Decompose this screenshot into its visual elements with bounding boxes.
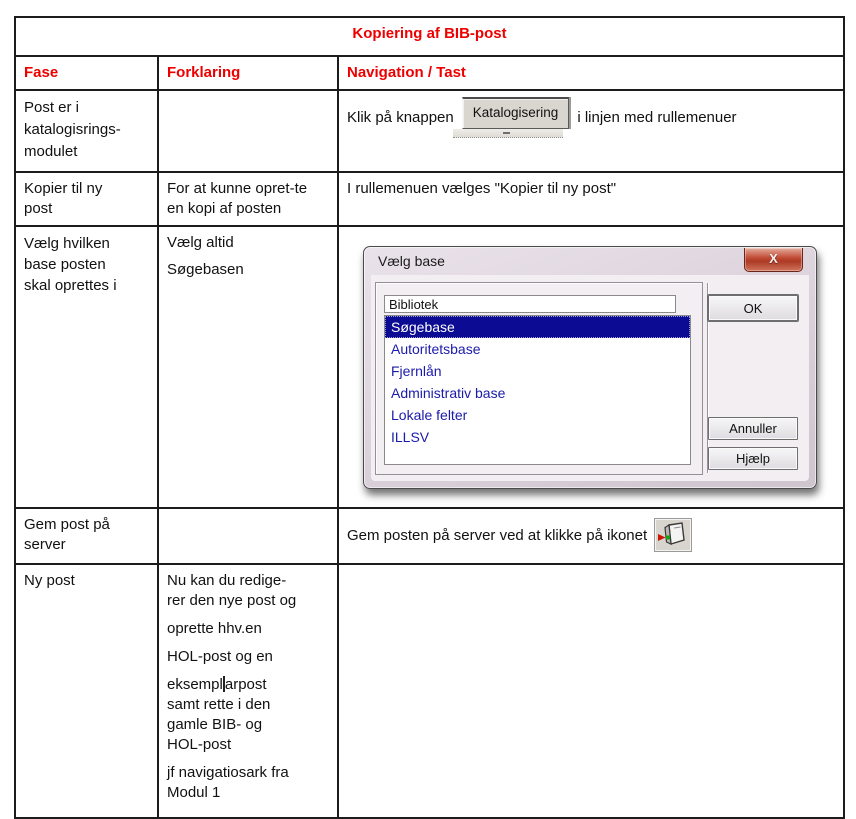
forklaring-paragraph: Nu kan du redige-rer den nye post og xyxy=(167,572,297,609)
katalogisering-button[interactable]: Katalogisering xyxy=(462,97,570,129)
dialog-body xyxy=(371,275,809,481)
nav-text-pre: Klik på knappen xyxy=(347,108,454,126)
list-item[interactable]: Fjernlån xyxy=(391,363,442,379)
title-row xyxy=(15,17,844,56)
col-header-fase: Fase xyxy=(15,56,158,90)
forklaring-paragraph: HOL-post og en xyxy=(167,648,273,665)
nav-text: Gem posten på server ved at klikke på ikonet xyxy=(347,526,648,544)
table-row xyxy=(15,564,844,818)
base-list-panel xyxy=(375,282,703,475)
save-to-server-icon[interactable] xyxy=(654,518,692,552)
forklaring-cell xyxy=(158,564,338,818)
forklaring-cell xyxy=(158,226,338,508)
fase-cell xyxy=(15,90,158,172)
forklaring-paragraph xyxy=(167,675,297,755)
instruction-table xyxy=(14,16,845,819)
col-header-navigation: Navigation / Tast xyxy=(338,56,844,90)
nav-text-post: i linjen med rullemenuer xyxy=(577,108,737,126)
list-item[interactable]: Administrativ base xyxy=(391,385,506,401)
navigation-cell xyxy=(338,508,844,564)
screenshot-fragment xyxy=(453,129,564,138)
navigation-cell xyxy=(338,564,844,818)
list-item[interactable]: Autoritetsbase xyxy=(391,341,481,357)
navigation-cell xyxy=(338,172,844,226)
fase-text: Ny post xyxy=(24,572,75,589)
page-title: Kopiering af BIB-post xyxy=(15,17,844,56)
col-header-forklaring: Forklaring xyxy=(158,56,338,90)
table-row xyxy=(15,226,844,508)
vaelg-base-dialog xyxy=(363,246,817,489)
paragraph-text: eksempl xyxy=(167,676,223,693)
table-row xyxy=(15,90,844,172)
table-row xyxy=(15,508,844,564)
forklaring-paragraph: jf navigatiosark fra Modul 1 xyxy=(167,764,289,801)
fase-text: Vælg hvilken base posten skal oprettes i xyxy=(24,235,117,294)
nav-text: I rullemenuen vælges "Kopier til ny post" xyxy=(347,180,617,197)
paragraph-text: arpost samt rette i den gamle BIB- og HOL-post xyxy=(167,676,271,753)
navigation-cell xyxy=(338,90,844,172)
list-item[interactable]: ILLSV xyxy=(391,429,430,445)
cancel-button[interactable]: Annuller xyxy=(708,417,798,440)
fase-text: Post er i katalogisrings-modulet xyxy=(24,99,121,160)
table-row xyxy=(15,172,844,226)
forklaring-line: Vælg altid xyxy=(167,234,234,251)
forklaring-text: For at kunne opret-te en kopi af posten xyxy=(167,180,308,217)
fase-cell xyxy=(15,564,158,818)
fase-text: Kopier til ny post xyxy=(24,180,103,217)
fase-text: Gem post på server xyxy=(24,516,110,553)
forklaring-cell xyxy=(158,90,338,172)
forklaring-paragraph: oprette hhv.en xyxy=(167,620,262,637)
katalogisering-button-screenshot[interactable] xyxy=(462,97,570,129)
header-row xyxy=(15,56,844,90)
list-item[interactable]: Lokale felter xyxy=(391,407,468,423)
fase-cell xyxy=(15,172,158,226)
dialog-title: Vælg base xyxy=(378,253,445,269)
fase-cell xyxy=(15,508,158,564)
base-filter-input[interactable] xyxy=(384,295,676,313)
ok-button[interactable]: OK xyxy=(708,295,798,321)
navigation-cell xyxy=(338,226,844,508)
list-item[interactable]: Søgebase xyxy=(385,316,690,338)
forklaring-cell xyxy=(158,172,338,226)
help-button[interactable]: Hjælp xyxy=(708,447,798,470)
fase-cell xyxy=(15,226,158,508)
base-listbox[interactable] xyxy=(384,315,691,465)
close-icon[interactable]: X xyxy=(744,248,803,272)
forklaring-cell xyxy=(158,508,338,564)
forklaring-line: Søgebasen xyxy=(167,261,244,278)
